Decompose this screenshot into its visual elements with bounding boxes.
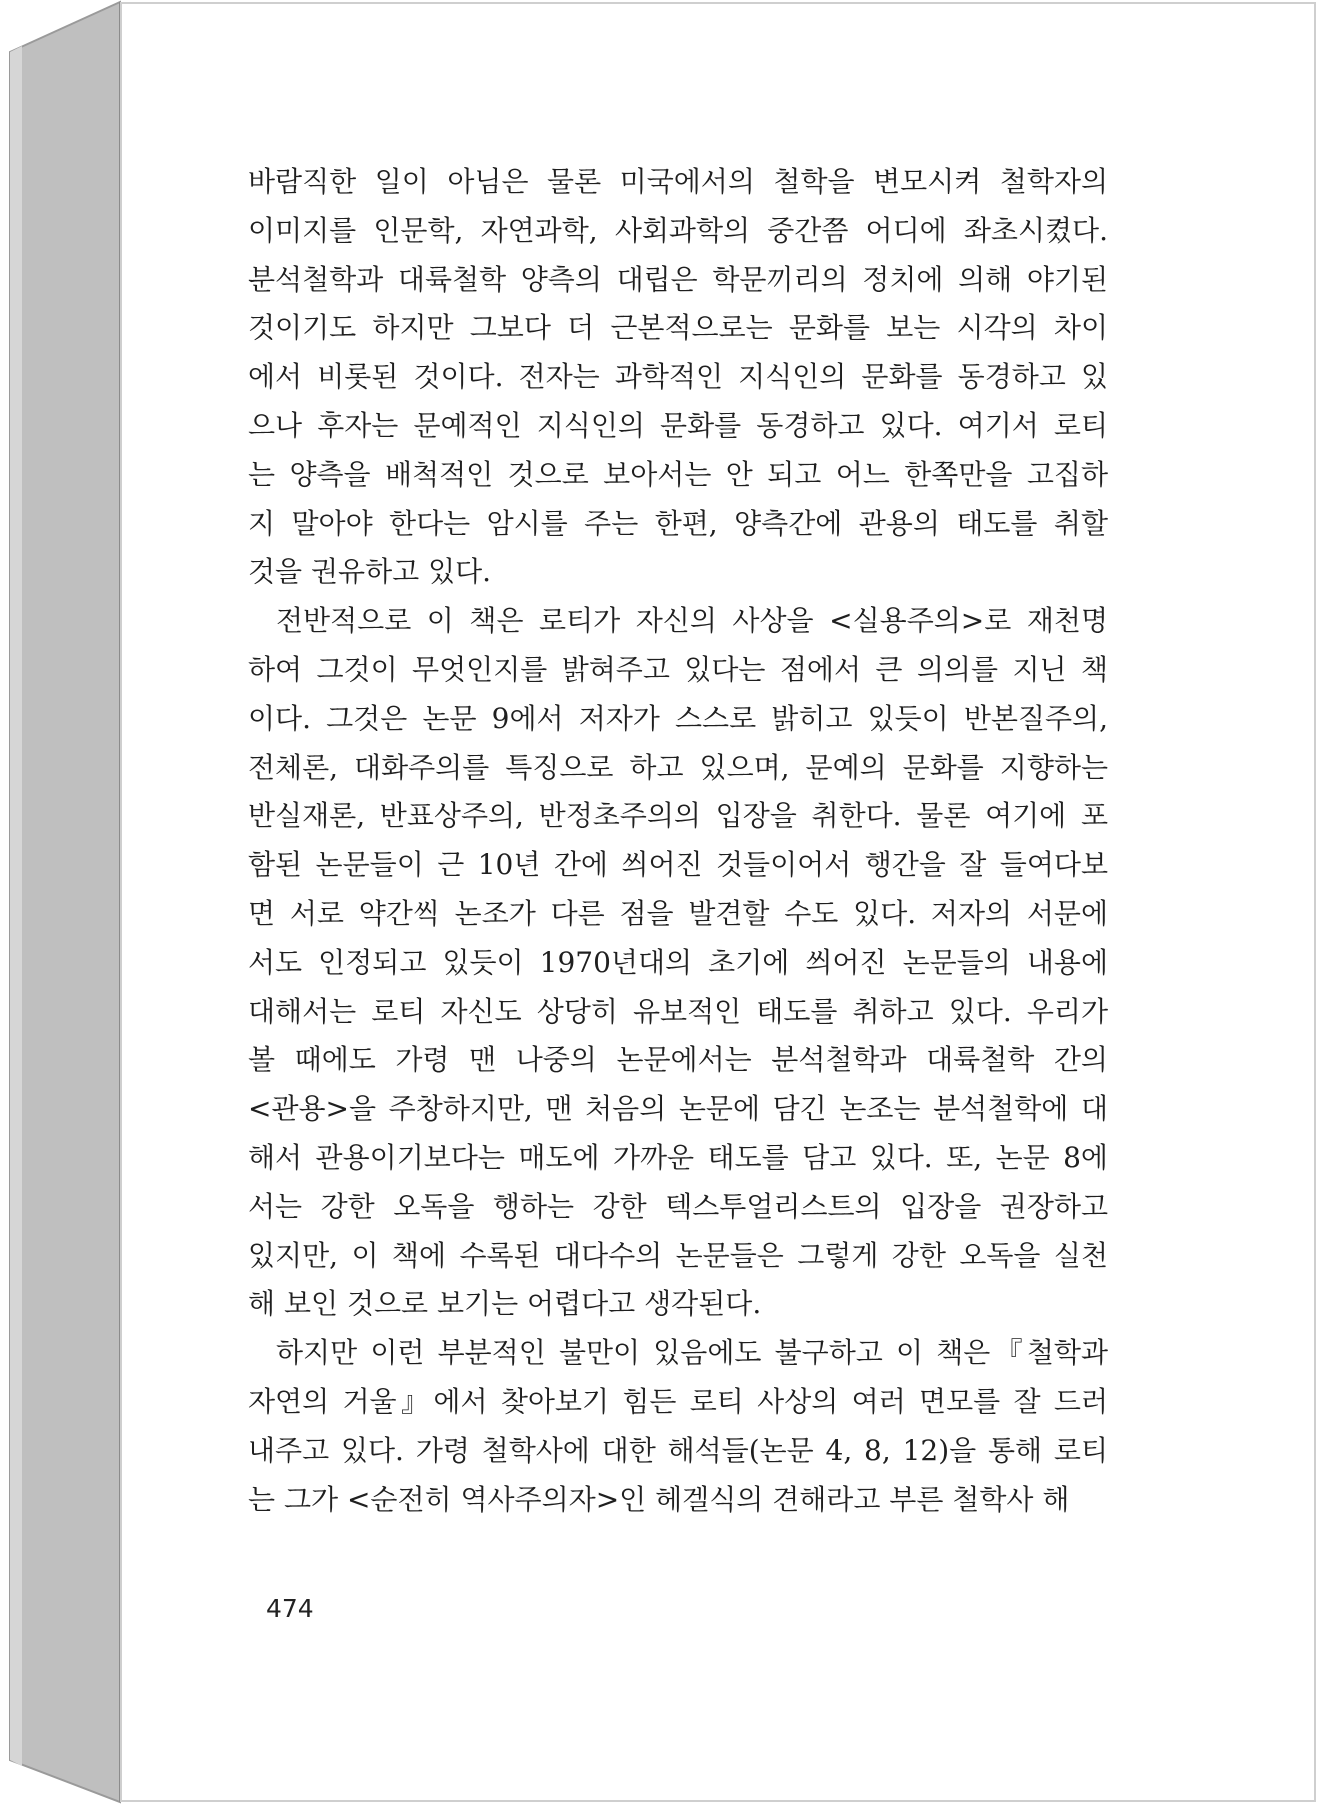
- text-line: 에서 비롯된 것이다. 전자는 과학적인 지식인의 문화를 동경하고 있: [248, 360, 1108, 394]
- page-number: 474: [266, 1594, 314, 1623]
- text-line: 대해서는 로티 자신도 상당히 유보적인 태도를 취하고 있다. 우리가: [248, 994, 1108, 1028]
- text-line: 있지만, 이 책에 수록된 대다수의 논문들은 그렇게 강한 오독을 실천: [248, 1238, 1108, 1272]
- text-line: 것을 권유하고 있다.: [248, 555, 492, 589]
- text-line: 바람직한 일이 아님은 물론 미국에서의 철학을 변모시켜 철학자의: [248, 165, 1108, 198]
- text-line: 해 보인 것으로 보기는 어렵다고 생각된다.: [248, 1287, 762, 1321]
- text-line: 반실재론, 반표상주의, 반정초주의의 입장을 취한다. 물론 여기에 포: [248, 799, 1108, 833]
- text-line: 으나 후자는 문예적인 지식인의 문화를 동경하고 있다. 여기서 로티: [248, 408, 1108, 442]
- text-line: 분석철학과 대륙철학 양측의 대립은 학문끼리의 정치에 의해 야기된: [248, 262, 1108, 296]
- text-line: 함된 논문들이 근 10년 간에 씌어진 것들이어서 행간을 잘 들여다보: [248, 848, 1108, 882]
- text-line: 지 말아야 한다는 암시를 주는 한편, 양측간에 관용의 태도를 취할: [248, 506, 1108, 540]
- text-line: 서도 인정되고 있듯이 1970년대의 초기에 씌어진 논문들의 내용에: [248, 945, 1108, 979]
- text-line: 는 양측을 배척적인 것으로 보아서는 안 되고 어느 한쪽만을 고집하: [248, 457, 1108, 491]
- text-line: 하여 그것이 무엇인지를 밝혀주고 있다는 점에서 큰 의의를 지닌 책: [248, 652, 1108, 686]
- paragraph: [248, 158, 1108, 597]
- text-line: 면 서로 약간씩 논조가 다른 점을 발견할 수도 있다. 저자의 서문에: [248, 896, 1108, 930]
- text-line: <관용>을 주창하지만, 맨 처음의 논문에 담긴 논조는 분석철학에 대: [248, 1092, 1108, 1126]
- text-line: 볼 때에도 가령 맨 나중의 논문에서는 분석철학과 대륙철학 간의: [248, 1043, 1108, 1077]
- text-line: 는 그가 <순전히 역사주의자>인 헤겔식의 견해라고 부른 철학사 해: [248, 1482, 1070, 1516]
- text-line: 서는 강한 오독을 행하는 강한 텍스투얼리스트의 입장을 권장하고: [248, 1189, 1108, 1223]
- text-line: 내주고 있다. 가령 철학사에 대한 해석들(논문 4, 8, 12)을 통해 로티: [248, 1433, 1108, 1467]
- text-line: 전체론, 대화주의를 특징으로 하고 있으며, 문예의 문화를 지향하는: [248, 750, 1108, 784]
- text-line: 전반적으로 이 책은 로티가 자신의 사상을 <실용주의>로 재천명: [276, 604, 1108, 638]
- text-line: 하지만 이런 부분적인 불만이 있음에도 불구하고 이 책은『철학과: [276, 1336, 1108, 1370]
- body-text: [248, 158, 1108, 1524]
- text-line: 해서 관용이기보다는 매도에 가까운 태도를 담고 있다. 또, 논문 8에: [248, 1140, 1108, 1174]
- text-line: 이미지를 인문학, 자연과학, 사회과학의 중간쯤 어디에 좌초시켰다.: [248, 213, 1108, 247]
- paragraph: [248, 1329, 1108, 1524]
- text-line: 이다. 그것은 논문 9에서 저자가 스스로 밝히고 있듯이 반본질주의,: [248, 701, 1108, 735]
- text-line: 것이기도 하지만 그보다 더 근본적으로는 문화를 보는 시각의 차이: [248, 311, 1108, 345]
- paragraph: [248, 597, 1108, 1329]
- text-line: 자연의 거울』에서 찾아보기 힘든 로티 사상의 여러 면모를 잘 드러: [248, 1384, 1108, 1418]
